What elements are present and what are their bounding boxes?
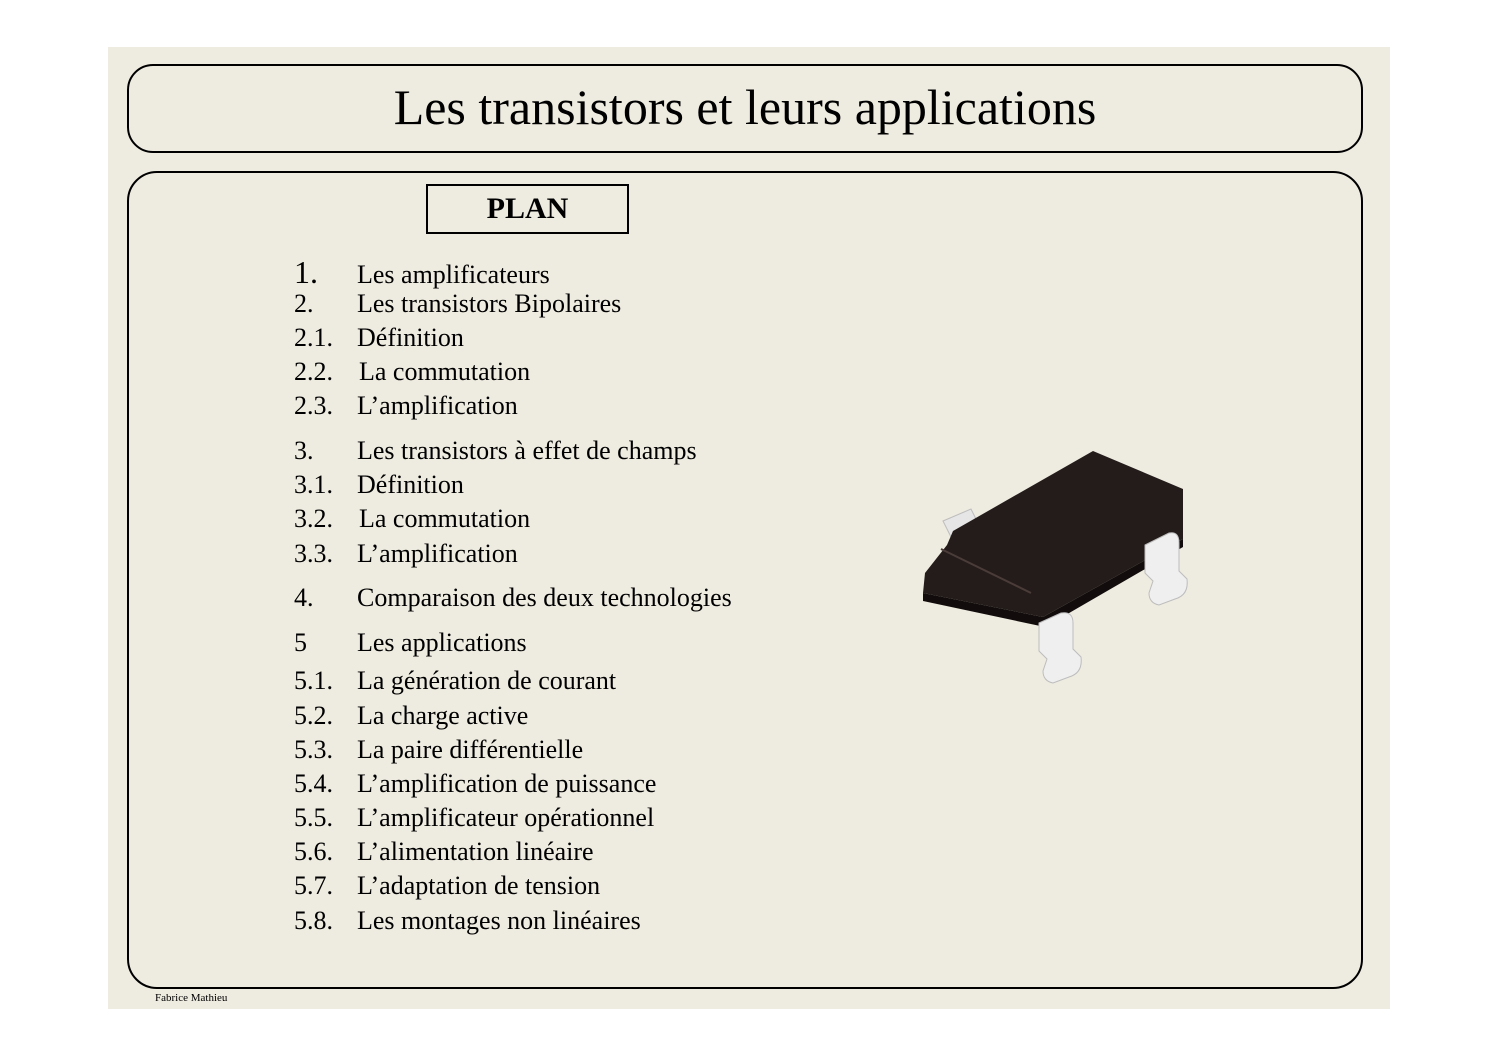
toc-item-text: L’amplification [357, 391, 518, 420]
transistor-image [913, 421, 1213, 711]
toc-item [294, 837, 594, 871]
toc-item-text: L’amplificateur opérationnel [357, 803, 655, 832]
toc-item-text: La génération de courant [357, 666, 617, 695]
toc-item [294, 436, 697, 470]
title-box [127, 64, 1363, 153]
toc-item [294, 289, 621, 323]
toc-item-text: Définition [357, 323, 464, 352]
footer-author: Fabrice Mathieu [155, 992, 228, 1004]
toc-item-text: L’adaptation de tension [357, 871, 601, 900]
slide [108, 47, 1390, 1009]
toc-item [294, 871, 600, 905]
toc-item [294, 803, 654, 837]
toc-item [294, 470, 464, 504]
toc-item-text: Les transistors Bipolaires [357, 289, 622, 318]
transistor-sot23-package [923, 451, 1187, 683]
toc-item-text: La commutation [359, 504, 531, 533]
toc-item-number: 5.7. [294, 871, 333, 900]
toc-item-number: 5.6. [294, 837, 333, 866]
toc-item-number: 3.2. [294, 504, 333, 533]
toc-item-number: 4. [294, 583, 314, 612]
slide-title: Les transistors et leurs applications [393, 78, 1097, 135]
toc-item [294, 357, 530, 391]
toc-item-number: 3.3. [294, 539, 333, 568]
toc-item-text: L’amplification de puissance [357, 769, 657, 798]
toc-item-number: 2.1. [294, 323, 333, 352]
toc-item-text: Comparaison des deux technologies [357, 583, 732, 612]
toc-item-number: 5.1. [294, 666, 333, 695]
toc-item-text: Définition [357, 470, 464, 499]
toc-item-number: 3.1. [294, 470, 333, 499]
toc-item-text: Les montages non linéaires [357, 906, 641, 935]
toc-item [294, 666, 616, 700]
toc-item [294, 906, 641, 940]
toc-item [294, 539, 518, 573]
toc-item-text: Les amplificateurs [357, 260, 550, 289]
toc-item-number: 5.5. [294, 803, 333, 832]
toc-item-number: 5.4. [294, 769, 333, 798]
toc-item [294, 628, 527, 662]
toc-item-text: L’alimentation linéaire [357, 837, 594, 866]
toc-item [294, 701, 528, 735]
toc-item [294, 254, 550, 288]
toc-item [294, 583, 732, 617]
toc-item [294, 323, 464, 357]
toc-item-text: La paire différentielle [357, 735, 584, 764]
toc-item-number: 5 [294, 628, 307, 657]
toc-item-number: 3. [294, 436, 314, 465]
toc-item-text: La charge active [357, 701, 529, 730]
toc-item [294, 391, 518, 425]
toc-item-number: 1. [294, 254, 318, 290]
toc-item-number: 5.2. [294, 701, 333, 730]
toc-item-text: La commutation [359, 357, 531, 386]
toc-item-text: Les transistors à effet de champs [357, 436, 697, 465]
toc-item [294, 504, 530, 538]
toc-item [294, 769, 656, 803]
toc-item-text: Les applications [357, 628, 527, 657]
toc-item-text: L’amplification [357, 539, 518, 568]
plan-label: PLAN [486, 192, 569, 225]
toc-item-number: 2.3. [294, 391, 333, 420]
toc-item-number: 2.2. [294, 357, 333, 386]
toc-item-number: 5.3. [294, 735, 333, 764]
toc-item [294, 735, 583, 769]
content-box [127, 171, 1363, 989]
toc-item-number: 5.8. [294, 906, 333, 935]
toc-item-number: 2. [294, 289, 314, 318]
